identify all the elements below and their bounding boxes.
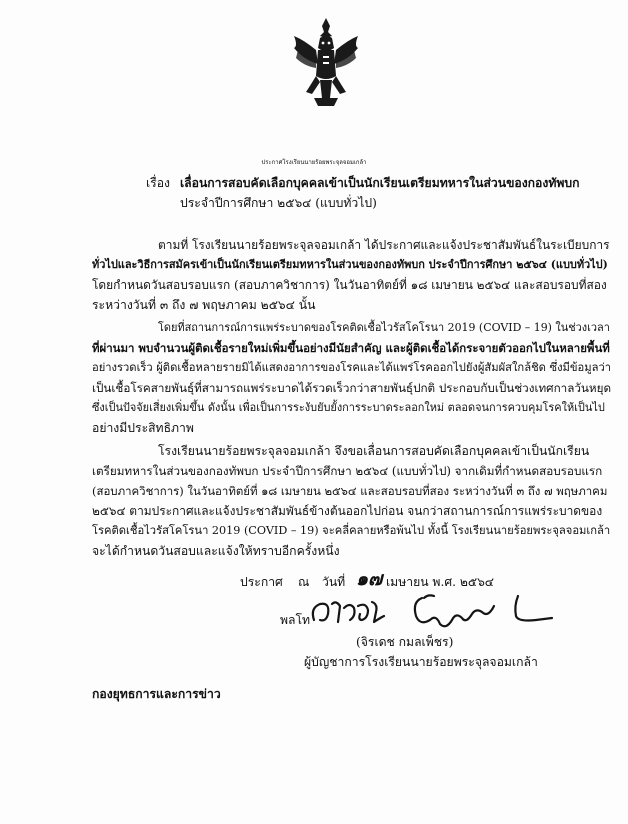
paragraph-3-line: โรคติดเชื้อไวรัสโคโรนา 2019 (COVID – 19) จะคลี่คลายหรือพ้นไป ทั้งนี้ โรงเรียนนายร้อยพระจุลจอมเกล้า (92, 524, 611, 537)
paragraph-3-line: โรงเรียนนายร้อยพระจุลจอมเกล้า จึงขอเลื่อนการสอบคัดเลือกบุคคลเข้าเป็นนักเรียน (158, 444, 590, 458)
paragraph-1-line: โดยกำหนดวันสอบรอบแรก (สอบภาควิชาการ) ในวันอาทิตย์ที่ ๑๘ เมษายน ๒๕๖๔ และสอบรอบที่สอง (92, 278, 607, 292)
paragraph-3-line: จะได้กำหนดวันสอบและแจ้งให้ทราบอีกครั้งหนึ่ง (92, 544, 340, 558)
paragraph-3-line: ๒๕๖๔ ตามประกาศและแจ้งประชาสัมพันธ์ข้างต้นออกไปก่อน จนกว่าสถานการณ์การแพร่ระบาดของ (92, 504, 603, 518)
announced-label: ประกาศ (240, 575, 283, 589)
issuing-department: กองยุทธการและการข่าว (92, 687, 221, 701)
signatory-position: ผู้บัญชาการโรงเรียนนายร้อยพระจุลจอมเกล้า (304, 655, 538, 669)
month-year: เมษายน พ.ศ. ๒๕๖๔ (386, 575, 495, 589)
subject-line-2: ประจำปีการศึกษา ๒๕๖๔ (แบบทั่วไป) (180, 196, 377, 210)
paragraph-3-line: เตรียมทหารในส่วนของกองทัพบก ประจำปีการศึกษา ๒๕๖๔ (แบบทั่วไป) จากเดิมที่กำหนดสอบรอบแรก (92, 464, 603, 478)
paragraph-2-line: ซึ่งเป็นปัจจัยเสี่ยงเพิ่มขึ้น ดังนั้น เพื่อเป็นการระงับยับยั้งการระบาดระลอกใหม่ ตลอดจนการควบคุมโรคให้เป็นไป (92, 401, 605, 414)
paragraph-1-line: ระหว่างวันที่ ๓ ถึง ๗ พฤษภาคม ๒๕๖๔ นั้น (92, 298, 316, 312)
paragraph-2-line: เป็นเชื้อโรคสายพันธุ์ที่สามารถแพร่ระบาดได้รวดเร็วกว่าสายพันธุ์ปกติ ประกอบกับเป็นช่วงเทศกาลวันหยุด (92, 381, 612, 395)
day-label: วันที่ (322, 575, 346, 589)
paragraph-1-line: ตามที่ โรงเรียนนายร้อยพระจุลจอมเกล้า ได้ประกาศและแจ้งประชาสัมพันธ์ในระเบียบการ (158, 238, 610, 252)
paragraph-2-line: ที่ผ่านมา พบจำนวนผู้ติดเชื้อรายใหม่เพิ่มขึ้นอย่างมีนัยสำคัญ และผู้ติดเชื้อได้กระจายตัวออกไปในหลายพื้นที่ (92, 341, 610, 355)
subject-line-1: เลื่อนการสอบคัดเลือกบุคคลเข้าเป็นนักเรียนเตรียมทหารในส่วนของกองทัพบก (180, 176, 580, 190)
subject-label: เรื่อง (146, 176, 170, 190)
garuda-emblem-icon (290, 16, 362, 112)
at-label: ณ (298, 575, 310, 589)
announcement-title: ประกาศโรงเรียนนายร้อยพระจุลจอมเกล้า (261, 159, 367, 166)
paragraph-2-line: อย่างรวดเร็ว ผู้ติดเชื้อหลายรายมิได้แสดงอาการของโรคและได้แพร่โรคออกไปยังผู้สัมผัสใกล้ชิด ซึ่งมีข้อมูลว่า (92, 361, 612, 374)
handwritten-signature (306, 590, 556, 632)
paragraph-3-line: (สอบภาควิชาการ) ในวันอาทิตย์ที่ ๑๘ เมษายน ๒๕๖๔ และสอบรอบที่สอง ระหว่างวันที่ ๓ ถึง ๗ พฤษภาคม (92, 484, 608, 498)
rank-label: พลโท (280, 613, 311, 627)
paragraph-2-line: อย่างมีประสิทธิภาพ (92, 421, 194, 435)
signatory-name: (จิรเดช กมลเพ็ชร) (356, 635, 454, 649)
handwritten-day: ๑๗ (356, 568, 383, 590)
paragraph-1-line: ทั่วไปและวิธีการสมัครเข้าเป็นนักเรียนเตรียมทหารในส่วนของกองทัพบก ประจำปีการศึกษา ๒๕๖๔ (แบบทั่วไป) (92, 258, 608, 271)
paragraph-2-line: โดยที่สถานการณ์การแพร่ระบาดของโรคติดเชื้อไวรัสโคโรนา 2019 (COVID – 19) ในช่วงเวลา (158, 321, 610, 334)
